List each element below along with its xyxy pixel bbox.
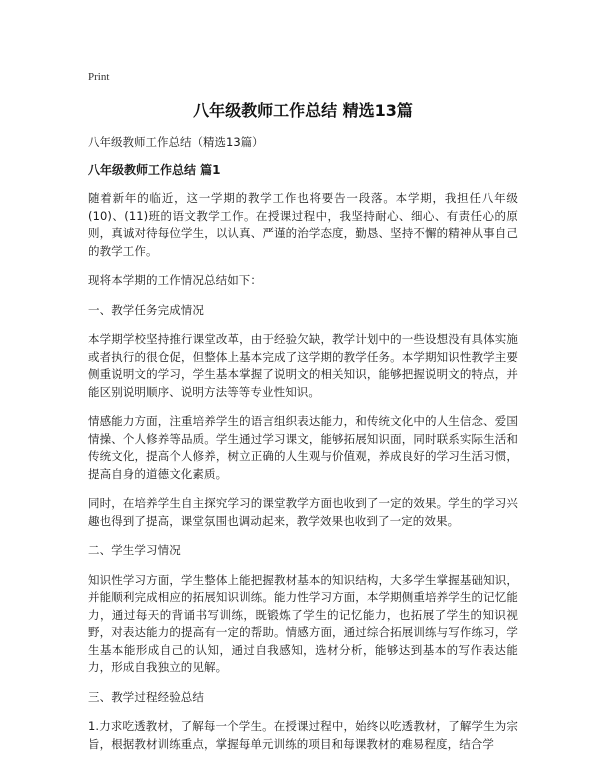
subheading-student-learning: 二、学生学习情况 <box>88 543 181 557</box>
paragraph-teaching-tasks: 本学期学校坚持推行课堂改革，由于经验欠缺，教学计划中的一些设想没有具体实施或者执行的很仓促，但整体上基本完成了这学期的教学任务。本学期知识性教学主要侧重说明文的学习，学生基本掌握了说明文的相关知识，能够把握说明文的特点，并能区别说明顺序、说明方法等等专业性知识。 <box>88 332 518 399</box>
section-heading: 八年级教师工作总结 篇1 <box>88 163 221 177</box>
subheading-experience: 三、教学过程经验总结 <box>88 689 204 704</box>
document-title: 八年级教师工作总结 精选13篇 <box>193 101 413 120</box>
paragraph-student-learning: 知识性学习方面，学生整体上能把握教材基本的知识结构，大多学生掌握基础知识，并能顺利完成相应的拓展知识训练。能力性学习方面，本学期侧重培养学生的记忆能力，通过每天的背诵书写训练，既锻炼了学生的记忆能力，也拓展了学生的知识视野，对表达能力的提高有一定的帮助。情感方面，通过综合拓展训练与写作练习，学生基本能形成自己的认知，通过自我感知，选材分析，能够达到基本的写作表达能力，形成自我独立的见解。 <box>88 572 518 674</box>
print-label[interactable]: Print <box>88 71 110 83</box>
subheading-teaching-tasks: 一、教学任务完成情况 <box>88 302 204 317</box>
paragraph-intro: 随着新年的临近，这一学期的教学工作也将要告一段落。本学期，我担任八年级(10)、(11)班的语文教学工作。在授课过程中，我坚持耐心、细心、有责任心的原则，真诚对待每位学生，以认真、严谨的治学态度，勤恳、坚持不懈的精神从事自己的教学工作。 <box>88 191 518 258</box>
document-subtitle: 八年级教师工作总结（精选13篇） <box>88 135 264 149</box>
document-page <box>88 70 518 765</box>
paragraph-summary-lead: 现将本学期的工作情况总结如下： <box>88 273 262 287</box>
paragraph-experience: 1.力求吃透教材，了解每一个学生。在授课过程中，始终以吃透教材，了解学生为宗旨，根据教材训练重点，掌握每单元训练的项目和每课教材的难易程度，结合学 <box>88 719 518 751</box>
paragraph-self-study: 同时，在培养学生自主探究学习的课堂教学方面也收到了一定的效果。学生的学习兴趣也得到了提高，课堂氛围也调动起来，教学效果也收到了一定的效果。 <box>88 496 518 528</box>
paragraph-emotional-ability: 情感能力方面，注重培养学生的语言组织表达能力，和传统文化中的人生信念、爱国情操、个人修养等品质。学生通过学习课文，能够拓展知识面，同时联系实际生活和传统文化，提高个人修养，树立正确的人生观与价值观，养成良好的学习生活习惯，提高自身的道德文化素质。 <box>88 414 518 481</box>
